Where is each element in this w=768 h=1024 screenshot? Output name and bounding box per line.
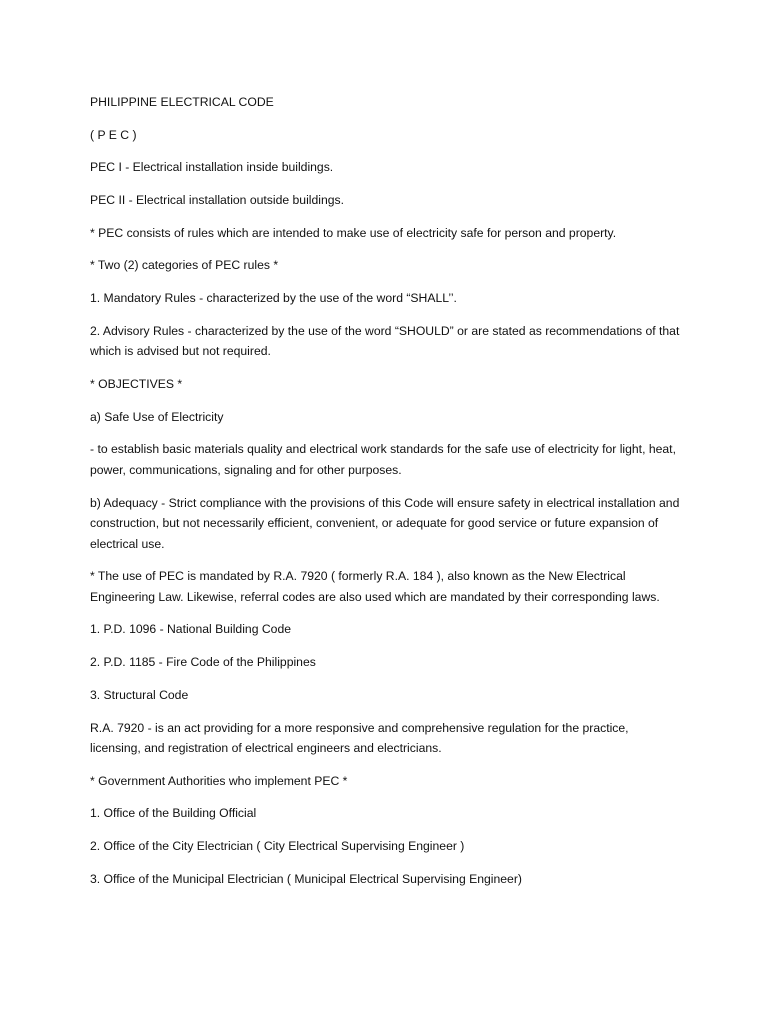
pec-2-paragraph: PEC II - Electrical installation outside buildings. [90, 193, 345, 208]
pec-1-paragraph: PEC I - Electrical installation inside buildings. [90, 160, 334, 175]
mandatory-rules-paragraph: 1. Mandatory Rules - characterized by the use of the word “SHALL’’. [90, 291, 457, 306]
authority-3: 3. Office of the Municipal Electrician ( Municipal Electrical Supervising Engineer) [90, 871, 522, 886]
objectives-heading: * OBJECTIVES * [90, 377, 183, 391]
pec-consists-paragraph: * PEC consists of rules which are intended to make use of electricity safe for person and property. [90, 225, 617, 240]
categories-heading: * Two (2) categories of PEC rules * [90, 258, 279, 273]
objective-a-description: - to establish basic materials quality and electrical work standards for the safe use of electricity for light, heat, power, communications, signaling and for other purposes. [90, 442, 676, 477]
document-subtitle: ( P E C ) [90, 127, 137, 142]
document-title: PHILIPPINE ELECTRICAL CODE [90, 95, 274, 109]
referral-code-1: 1. P.D. 1096 - National Building Code [90, 622, 291, 637]
authorities-heading: * Government Authorities who implement PEC * [90, 773, 348, 788]
referral-code-2: 2. P.D. 1185 - Fire Code of the Philippines [90, 655, 316, 670]
referral-code-3: 3. Structural Code [90, 687, 189, 702]
ra-7920-paragraph: R.A. 7920 - is an act providing for a more responsive and comprehensive regulation for the practice, licensing, and registration of electrical engineers and electricians. [90, 720, 629, 755]
authority-2: 2. Office of the City Electrician ( City Electrical Supervising Engineer ) [90, 839, 465, 854]
authority-1: 1. Office of the Building Official [90, 806, 257, 821]
objective-a-heading: a) Safe Use of Electricity [90, 409, 224, 424]
mandate-paragraph: * The use of PEC is mandated by R.A. 7920 ( formerly R.A. 184 ), also known as the New Electrical Engineering Law. Likewise, referral codes are also used which are mandated by their corresponding laws. [90, 569, 660, 604]
advisory-rules-paragraph: 2. Advisory Rules - characterized by the use of the word “SHOULD” or are stated as recommendations of that which is advised but not required. [90, 323, 680, 359]
objective-b-paragraph: b) Adequacy - Strict compliance with the provisions of this Code will ensure safety in electrical installation and construction, but not necessarily efficient, convenient, or adequate for good service or future expansion of electrical use. [90, 495, 680, 551]
